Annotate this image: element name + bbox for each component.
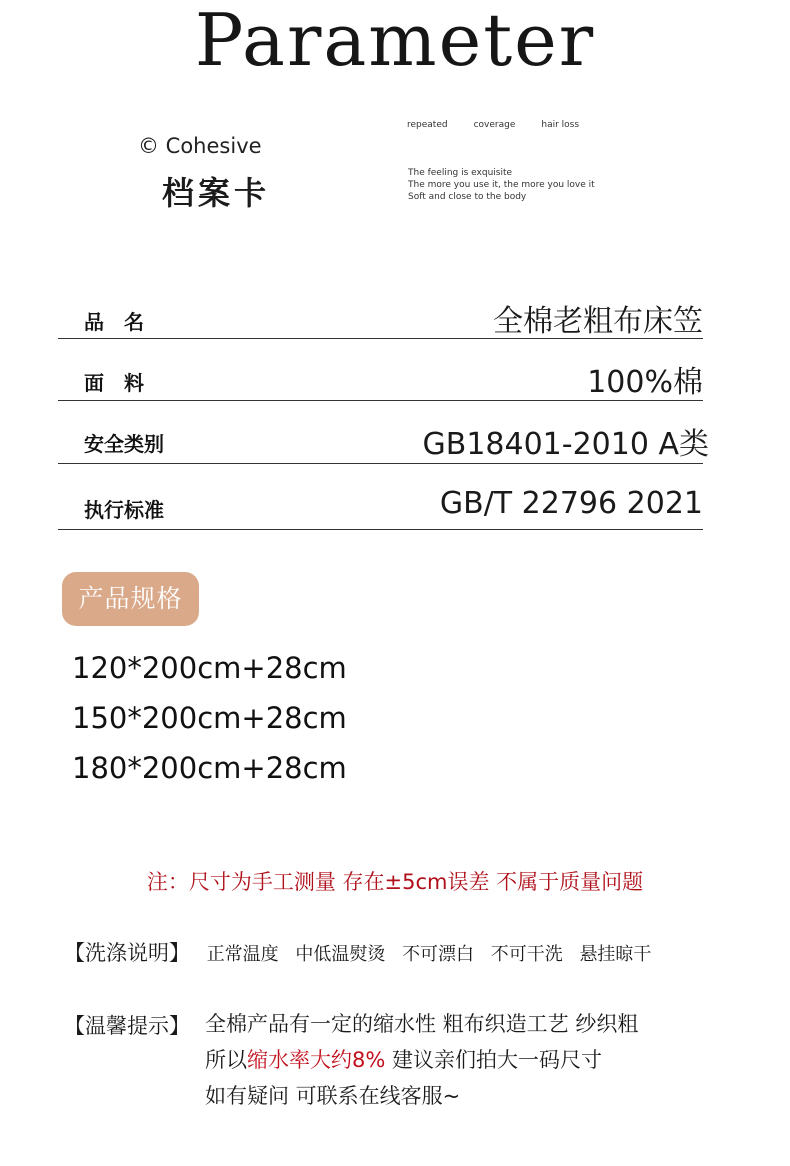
tagline: The more you use it, the more you love it [408,180,595,190]
param-row-fabric [58,339,703,401]
param-label: 安全类别 [84,432,164,456]
param-row-name [58,288,703,339]
size-item: 120*200cm+28cm [72,651,347,685]
page-title: Parameter [194,0,596,82]
param-label: 面 料 [84,371,144,395]
tips-label: 【温馨提示】 [64,1014,190,1038]
size-item: 150*200cm+28cm [72,701,347,735]
measurement-note: 注：尺寸为手工测量 存在±5cm误差 不属于质量问题 [146,870,644,894]
param-value: GB18401-2010 A类 [422,427,709,462]
tag-coverage: coverage [473,120,516,130]
tag-list [407,120,579,130]
param-value: 100%棉 [587,365,703,400]
param-row-safety [58,401,709,464]
tips-line [205,1042,638,1078]
param-label: 品 名 [84,310,144,334]
wash-instructions [64,937,651,967]
param-label: 执行标准 [84,498,164,522]
size-item: 180*200cm+28cm [72,751,347,785]
tips-text-segment: 所以 [205,1048,247,1072]
param-row-standard [58,464,703,530]
size-list [72,643,347,793]
wash-item: 不可干洗 [490,944,563,965]
taglines [408,167,595,203]
tag-repeated: repeated [407,120,448,130]
tagline: The feeling is exquisite [408,168,513,178]
spec-badge: 产品规格 [62,572,199,626]
brand-name: © Cohesive [138,134,262,158]
wash-item: 悬挂晾干 [579,944,652,965]
param-value: 全棉老粗布床笠 [493,304,703,339]
wash-item: 正常温度 [206,944,279,965]
wash-item: 中低温熨烫 [295,944,386,965]
param-value: GB/T 22796 2021 [439,486,703,521]
wash-label: 【洗涤说明】 [64,941,190,965]
card-title: 档案卡 [162,174,271,212]
tips-text-segment: 建议亲们拍大一码尺寸 [385,1048,603,1072]
tips-line: 如有疑问 可联系在线客服~ [205,1084,461,1108]
tips-text [205,1006,638,1114]
wash-item: 不可漂白 [402,944,475,965]
shrink-rate-highlight: 缩水率大约8% [247,1048,386,1072]
tips-line: 全棉产品有一定的缩水性 粗布织造工艺 纱织粗 [205,1012,639,1036]
tagline: Soft and close to the body [408,192,527,202]
tag-hair-loss: hair loss [541,120,580,130]
